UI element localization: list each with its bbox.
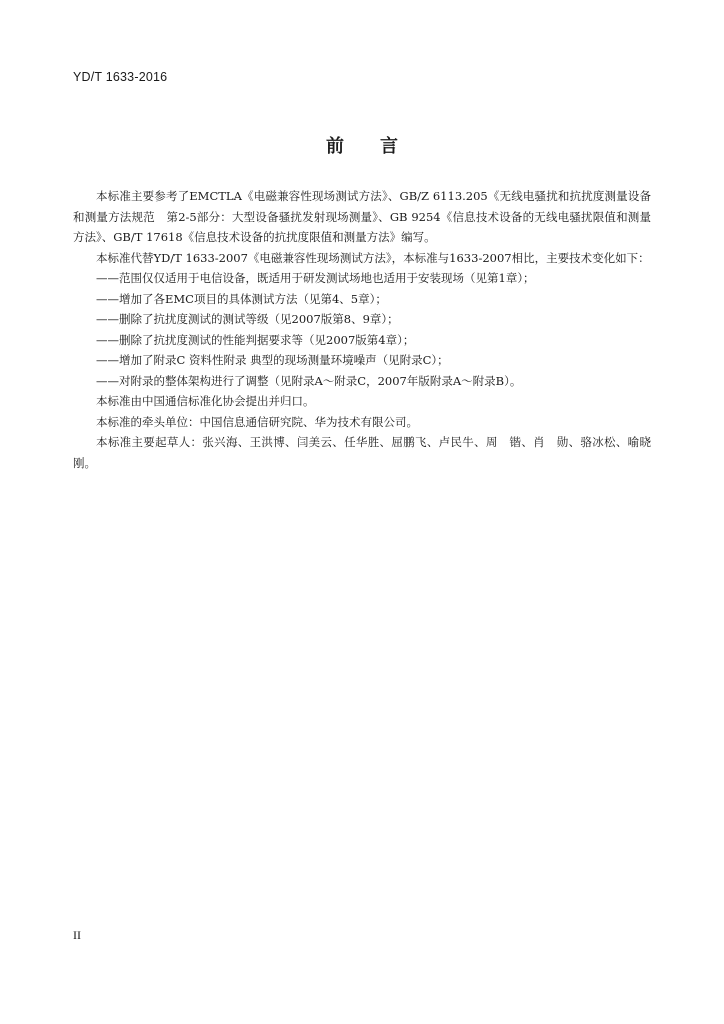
change-item: ——对附录的整体架构进行了调整（见附录A～附录C，2007年版附录A～附录B）。 — [96, 373, 522, 388]
change-item: ——删除了抗扰度测试的性能判据要求等（见2007版第4章）； — [96, 332, 415, 347]
page-title: 前言 — [326, 136, 434, 157]
document-code: YD/T 1633-2016 — [73, 70, 168, 84]
paragraph-proposer: 本标准由中国通信标准化协会提出并归口。 — [96, 394, 315, 408]
page-number: II — [73, 928, 81, 942]
change-item: ——范围仅仅适用于电信设备，既适用于研发测试场地也适用于安装现场（见第1章）； — [96, 271, 535, 285]
paragraph-replacement: 本标准代替YD/T 1633-2007《电磁兼容性现场测试方法》，本标准与1633-2007相比，主要技术变化如下： — [96, 250, 650, 265]
document-body — [73, 186, 651, 473]
change-item: ——增加了各EMC项目的具体测试方法（见第4、5章）； — [96, 291, 387, 306]
change-item: ——增加了附录C 资料性附录 典型的现场测量环境噪声（见附录C）； — [96, 353, 449, 367]
paragraph-lead-units: 本标准的牵头单位：中国信息通信研究院、华为技术有限公司。 — [96, 414, 418, 429]
paragraph-drafters: 本标准主要起草人：张兴海、王洪博、闫美云、任华胜、屈鹏飞、卢民牛、周 锴、肖 勋、骆冰松、喻晓刚。 — [73, 435, 651, 470]
paragraph-references: 本标准主要参考了EMCTLA《电磁兼容性现场测试方法》、GB/Z 6113.205《无线电骚扰和抗扰度测量设备和测量方法规范 第2-5部分：大型设备骚扰发射现场测量》、GB 9254《信息技术设备的无线电骚扰限值和测量方法》、GB/T 17618《信息技术设备的抗扰度限值和测量方法》编写。 — [73, 189, 651, 244]
change-item: ——删除了抗扰度测试的测试等级（见2007版第8、9章）； — [96, 312, 399, 326]
